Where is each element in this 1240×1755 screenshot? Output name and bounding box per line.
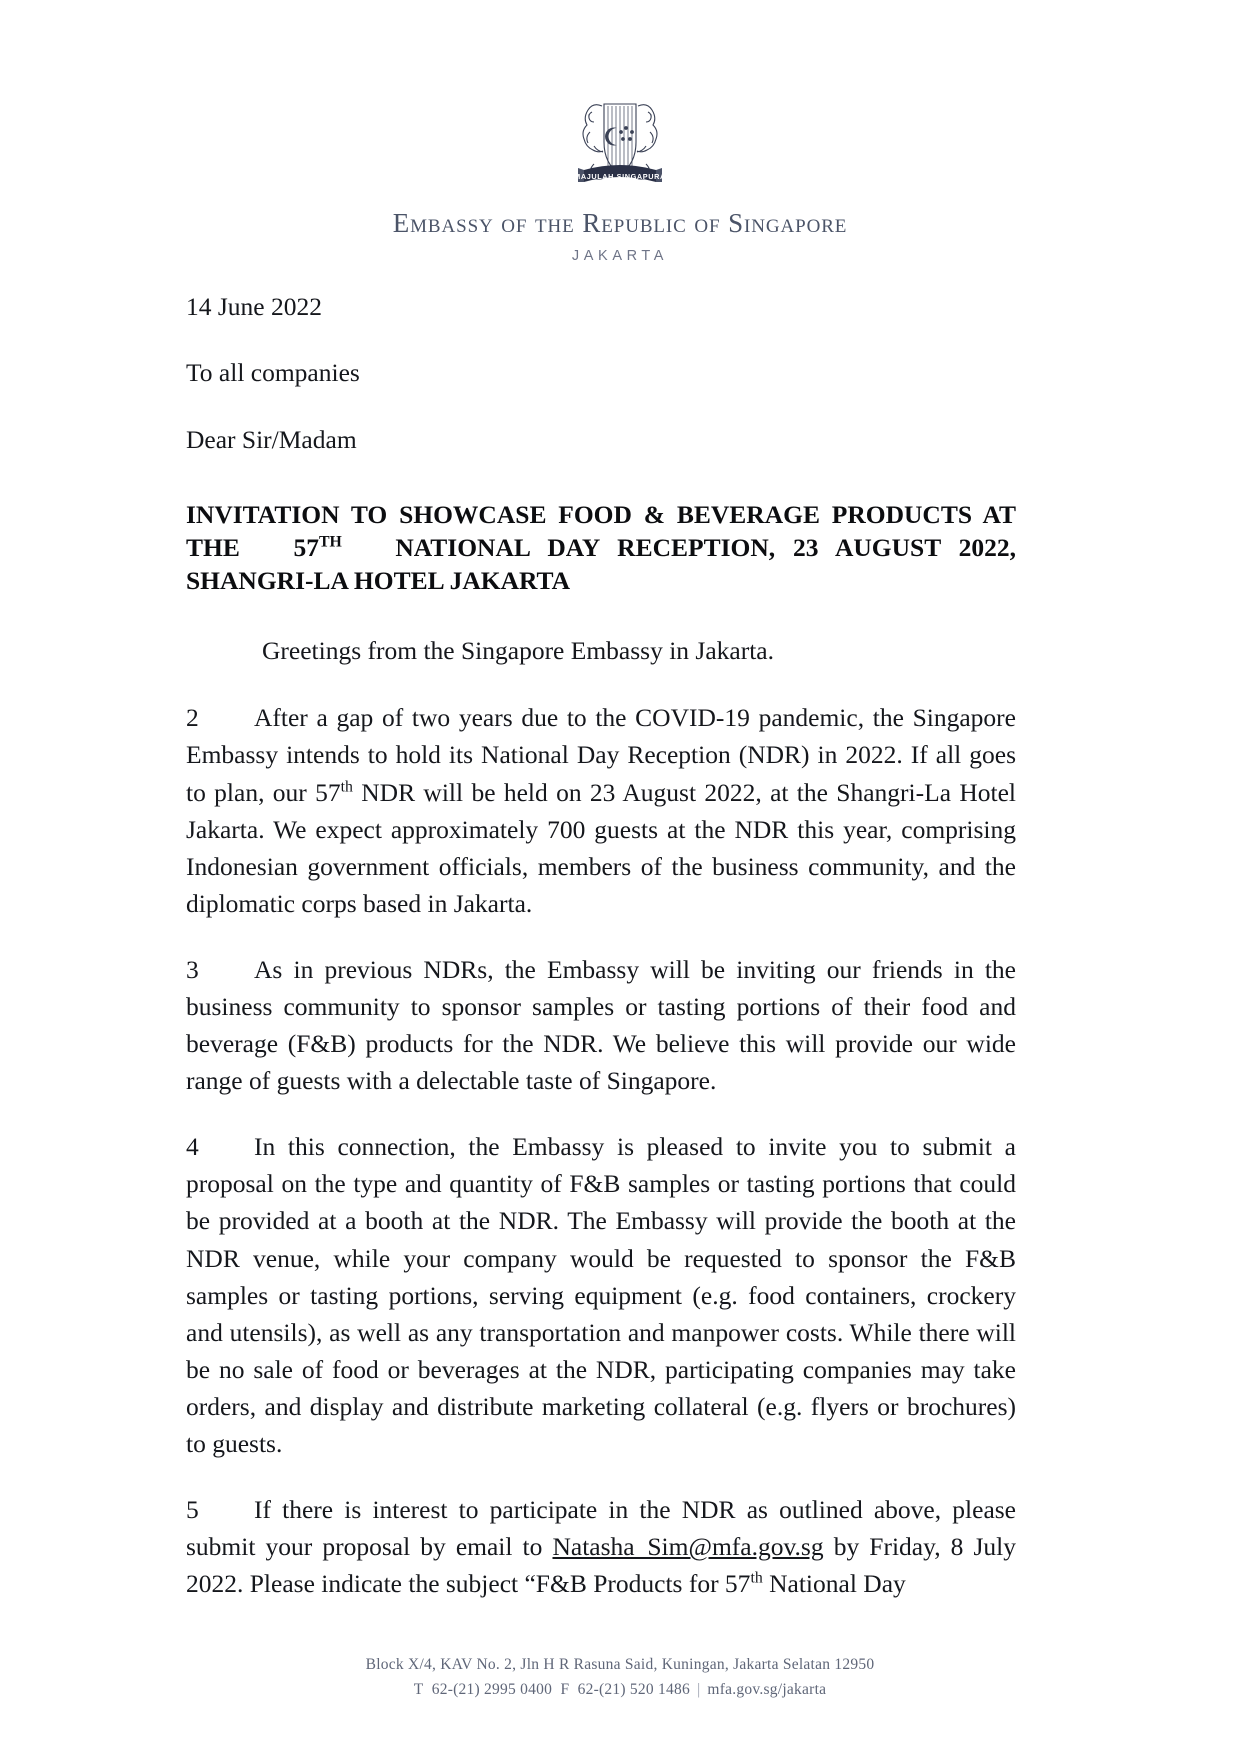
paragraph-text: As in previous NDRs, the Embassy will be inviting our friends in the business community to sponsor samples or tasting portions of their food and beverage (F&B) products for the NDR. We believe this will provide our wide range of guests with a delectable taste of Singapore. — [186, 954, 1016, 1096]
letter-addressee: To all companies — [186, 358, 360, 388]
paragraph-text-cont: by Friday, 8 July 2022. Please indicate the subject “F&B Products for 57 — [186, 1532, 1017, 1599]
paragraph-text: After a gap of two years due to the COVID-19 pandemic, the Singapore Embassy intends to hold its National Day Reception (NDR) in 2022. If all goes to plan, our 57 — [186, 703, 1016, 807]
organisation-name: Embassy of the Republic of Singapore — [392, 208, 848, 238]
paragraph-text-cont: NDR will be held on 23 August 2022, at the Shangri-La Hotel Jakarta. We expect approximately 700 guests at the NDR this year, comprising Indonesian government officials, members of the business community, and the diplomatic corps based in Jakarta. — [186, 777, 1017, 918]
paragraph-text: If there is interest to participate in the NDR as outlined above, please submit your proposal by email to — [186, 1495, 1016, 1562]
email-link[interactable]: Natasha_Sim@mfa.gov.sg — [552, 1532, 824, 1562]
footer-website[interactable]: mfa.gov.sg/jakarta — [707, 1681, 827, 1698]
paragraph-2 — [186, 699, 1016, 922]
crest-motto-text: MAJULAH SINGAPURA — [574, 172, 666, 181]
subject-title-line-1: INVITATION TO SHOWCASE FOOD & BEVERAGE PRODUCTS AT — [186, 499, 1016, 529]
footer-contact — [0, 1681, 1240, 1699]
letter-greeting: Greetings from the Singapore Embassy in Jakarta. — [262, 636, 774, 666]
letter-salutation: Dear Sir/Madam — [186, 424, 357, 454]
paragraph-4 — [186, 1128, 1016, 1462]
footer-address: Block X/4, KAV No. 2, Jln H R Rasuna Said, Kuningan, Jakarta Selatan 12950 — [365, 1656, 875, 1673]
letter-body — [186, 292, 1016, 1602]
paragraph-3 — [186, 951, 1016, 1099]
paragraph-number: 5 — [186, 1495, 199, 1525]
paragraph-number: 2 — [186, 703, 199, 733]
organisation-city: JAKARTA — [571, 248, 669, 264]
paragraph-text: In this connection, the Embassy is pleased to invite you to submit a proposal on the type and quantity of F&B samples or tasting portions that could be provided at a booth at the NDR. The Embassy will provide the booth at the NDR venue, while your company would be requested to sponsor the F&B samples or tasting portions, serving equipment (e.g. food containers, crockery and utensils), as well as any transportation and manpower costs. While there will be no sale of food or beverages at the NDR, participating companies may take orders, and display and distribute marketing collateral (e.g. flyers or brochures) to guests. — [186, 1132, 1016, 1459]
letter-footer — [0, 1656, 1240, 1699]
letterhead — [0, 0, 1240, 264]
paragraph-5 — [186, 1491, 1016, 1602]
fax-number: 62-(21) 520 1486 — [577, 1681, 691, 1698]
fax-label: F — [560, 1681, 570, 1698]
paragraph-number: 4 — [186, 1132, 199, 1162]
letter-date: 14 June 2022 — [186, 292, 322, 321]
crest-motto-ribbon — [574, 165, 666, 182]
subject-title-line-3: SHANGRI-LA HOTEL JAKARTA — [186, 566, 571, 596]
phone-number: 62-(21) 2995 0400 — [431, 1681, 553, 1698]
ordinal-suffix: th — [750, 1569, 763, 1587]
paragraph-text-end: National Day — [762, 1569, 906, 1599]
subject-title-line-2: THE 57TH NATIONAL DAY RECEPTION, 23 AUGUST 2022, — [186, 533, 1016, 563]
singapore-state-crest-icon — [554, 86, 686, 194]
letter-subject-title — [186, 498, 1016, 597]
ordinal-suffix: th — [340, 778, 353, 796]
phone-label: T — [413, 1681, 424, 1698]
paragraph-number: 3 — [186, 954, 199, 984]
footer-divider: | — [697, 1681, 701, 1698]
ordinal-suffix: TH — [318, 533, 342, 551]
